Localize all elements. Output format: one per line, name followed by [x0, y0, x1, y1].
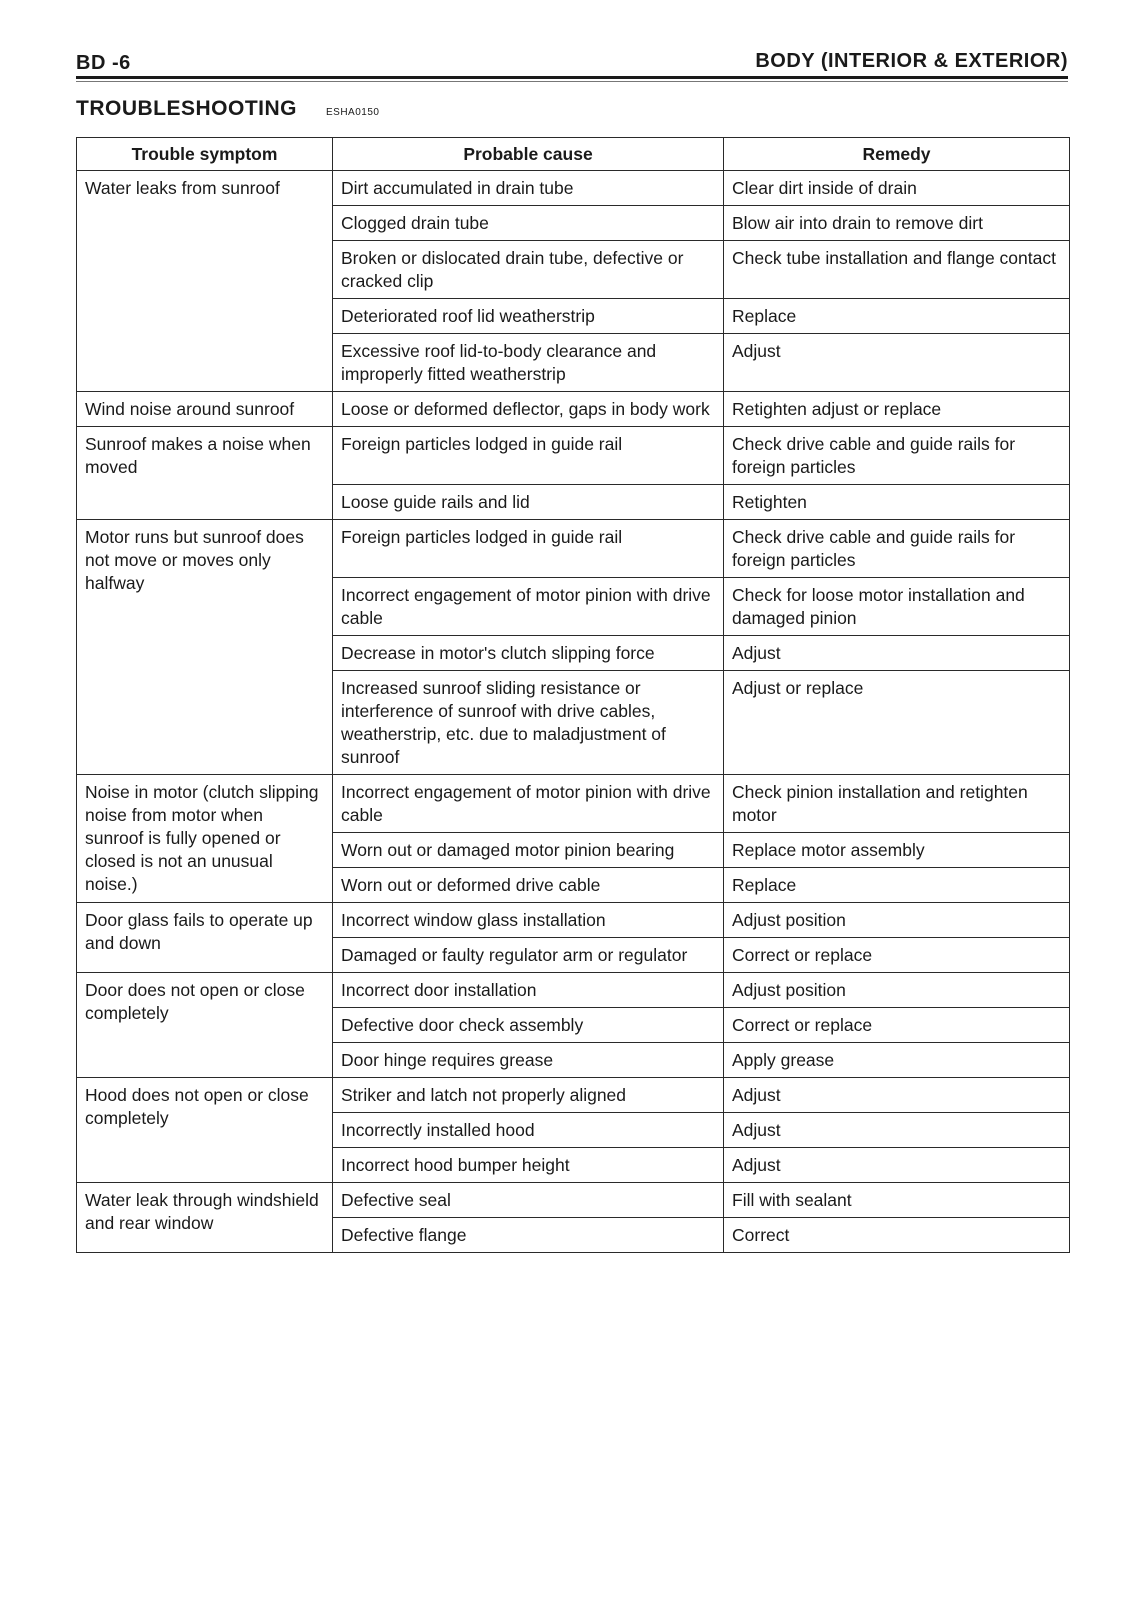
cause-cell: Incorrectly installed hood [333, 1113, 724, 1148]
remedy-cell: Check tube installation and flange contact [724, 241, 1070, 299]
column-header-remedy: Remedy [724, 138, 1070, 171]
symptom-cell: Water leaks from sunroof [77, 171, 333, 392]
cause-cell: Worn out or damaged motor pinion bearing [333, 833, 724, 868]
remedy-cell: Check for loose motor installation and damaged pinion [724, 578, 1070, 636]
remedy-cell: Correct or replace [724, 938, 1070, 973]
cause-cell: Broken or dislocated drain tube, defective or cracked clip [333, 241, 724, 299]
remedy-cell: Adjust [724, 1148, 1070, 1183]
remedy-cell: Replace motor assembly [724, 833, 1070, 868]
symptom-cell: Door does not open or close completely [77, 973, 333, 1078]
column-header-symptom: Trouble symptom [77, 138, 333, 171]
cause-cell: Increased sunroof sliding resistance or interference of sunroof with drive cables, weatherstrip, etc. due to maladjustment of sunroof [333, 671, 724, 775]
remedy-cell: Retighten adjust or replace [724, 392, 1070, 427]
symptom-cell: Door glass fails to operate up and down [77, 903, 333, 973]
cause-cell: Defective seal [333, 1183, 724, 1218]
remedy-cell: Check drive cable and guide rails for foreign particles [724, 427, 1070, 485]
cause-cell: Defective flange [333, 1218, 724, 1253]
remedy-cell: Adjust [724, 1078, 1070, 1113]
symptom-cell: Sunroof makes a noise when moved [77, 427, 333, 520]
cause-cell: Incorrect engagement of motor pinion with drive cable [333, 775, 724, 833]
page-number: BD -6 [76, 52, 131, 74]
cause-cell: Deteriorated roof lid weatherstrip [333, 299, 724, 334]
remedy-cell: Correct [724, 1218, 1070, 1253]
troubleshooting-table [76, 137, 1070, 1253]
page-header [76, 48, 1068, 78]
remedy-cell: Blow air into drain to remove dirt [724, 206, 1070, 241]
table-row [77, 171, 1070, 206]
cause-cell: Decrease in motor's clutch slipping force [333, 636, 724, 671]
section-title-header: BODY (INTERIOR & EXTERIOR) [755, 50, 1068, 72]
remedy-cell: Adjust position [724, 903, 1070, 938]
table-row [77, 973, 1070, 1008]
cause-cell: Incorrect door installation [333, 973, 724, 1008]
cause-cell: Defective door check assembly [333, 1008, 724, 1043]
cause-cell: Striker and latch not properly aligned [333, 1078, 724, 1113]
symptom-cell: Wind noise around sunroof [77, 392, 333, 427]
cause-cell: Worn out or deformed drive cable [333, 868, 724, 903]
cause-cell: Loose guide rails and lid [333, 485, 724, 520]
table-row [77, 1078, 1070, 1113]
header-divider-thin [76, 81, 1068, 82]
table-body [77, 171, 1070, 1253]
symptom-cell: Hood does not open or close completely [77, 1078, 333, 1183]
symptom-cell: Motor runs but sunroof does not move or moves only halfway [77, 520, 333, 775]
table-row [77, 1183, 1070, 1218]
remedy-cell: Check pinion installation and retighten motor [724, 775, 1070, 833]
remedy-cell: Adjust position [724, 973, 1070, 1008]
remedy-cell: Retighten [724, 485, 1070, 520]
remedy-cell: Clear dirt inside of drain [724, 171, 1070, 206]
cause-cell: Clogged drain tube [333, 206, 724, 241]
cause-cell: Incorrect engagement of motor pinion with drive cable [333, 578, 724, 636]
remedy-cell: Replace [724, 868, 1070, 903]
table-header-row [77, 138, 1070, 171]
cause-cell: Loose or deformed deflector, gaps in body work [333, 392, 724, 427]
cause-cell: Foreign particles lodged in guide rail [333, 427, 724, 485]
remedy-cell: Adjust [724, 1113, 1070, 1148]
cause-cell: Damaged or faulty regulator arm or regulator [333, 938, 724, 973]
remedy-cell: Replace [724, 299, 1070, 334]
cause-cell: Excessive roof lid-to-body clearance and improperly fitted weatherstrip [333, 334, 724, 392]
remedy-cell: Apply grease [724, 1043, 1070, 1078]
cause-cell: Foreign particles lodged in guide rail [333, 520, 724, 578]
cause-cell: Door hinge requires grease [333, 1043, 724, 1078]
cause-cell: Incorrect window glass installation [333, 903, 724, 938]
page-title: TROUBLESHOOTING [76, 97, 297, 120]
header-divider [76, 76, 1068, 79]
remedy-cell: Check drive cable and guide rails for foreign particles [724, 520, 1070, 578]
remedy-cell: Fill with sealant [724, 1183, 1070, 1218]
cause-cell: Incorrect hood bumper height [333, 1148, 724, 1183]
symptom-cell: Noise in motor (clutch slipping noise from motor when sunroof is fully opened or closed is not an unusual noise.) [77, 775, 333, 903]
column-header-cause: Probable cause [333, 138, 724, 171]
remedy-cell: Adjust or replace [724, 671, 1070, 775]
table-row [77, 427, 1070, 485]
remedy-cell: Correct or replace [724, 1008, 1070, 1043]
cause-cell: Dirt accumulated in drain tube [333, 171, 724, 206]
symptom-cell: Water leak through windshield and rear window [77, 1183, 333, 1253]
remedy-cell: Adjust [724, 334, 1070, 392]
table-row [77, 392, 1070, 427]
table-row [77, 520, 1070, 578]
remedy-cell: Adjust [724, 636, 1070, 671]
document-code: ESHA0150 [326, 107, 380, 118]
table-row [77, 903, 1070, 938]
table-row [77, 775, 1070, 833]
